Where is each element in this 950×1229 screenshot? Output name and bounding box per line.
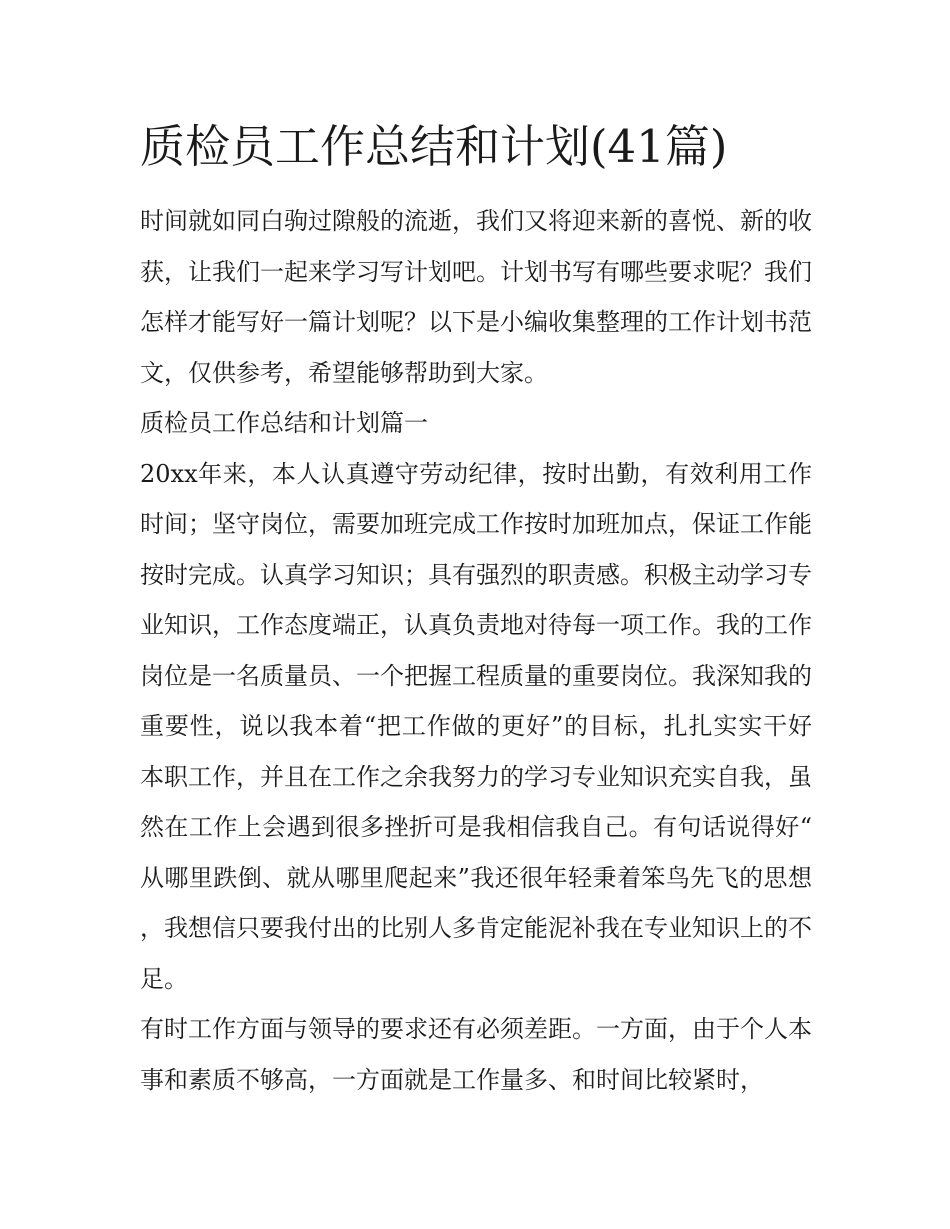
section-paragraph: 20xx年来，本人认真遵守劳动纪律，按时出勤，有效利用工作时间；坚守岗位，需要加班完成工作按时加班加点，保证工作能按时完成。认真学习知识；具有强烈的职责感。积极主动学习专业知识，工作态度端正，认真负责地对待每一项工作。我的工作岗位是一名质量员、一个把握工程质量的重要岗位。我深知我的重要性，说以我本着“把工作做的更好”的目标，扎扎实实干好本职工作，并且在工作之余我努力的学习专业知识充实自我，虽然在工作上会遇到很多挫折可是我相信我自己。有句话说得好“从哪里跌倒、就从哪里爬起来”我还很年轻秉着笨鸟先飞的思想，我想信只要我付出的比别人多肯定能泥补我在专业知识上的不足。 (140, 459, 812, 993)
section-heading: 质检员工作总结和计划篇一 (140, 409, 428, 437)
section-paragraph: 有时工作方面与领导的要求还有必须差距。一方面，由于个人本事和素质不够高，一方面就是工作量多、和时间比较紧时， (140, 1015, 812, 1094)
intro-paragraph: 时间就如同白驹过隙般的流逝，我们又将迎来新的喜悦、新的收获，让我们一起来学习写计划吧。计划书写有哪些要求呢？我们怎样才能写好一篇计划呢？以下是小编收集整理的工作计划书范文，仅供参考，希望能够帮助到大家。 (140, 207, 812, 387)
document-body (140, 196, 812, 1105)
document-title: 质检员工作总结和计划(41篇) (140, 120, 728, 173)
